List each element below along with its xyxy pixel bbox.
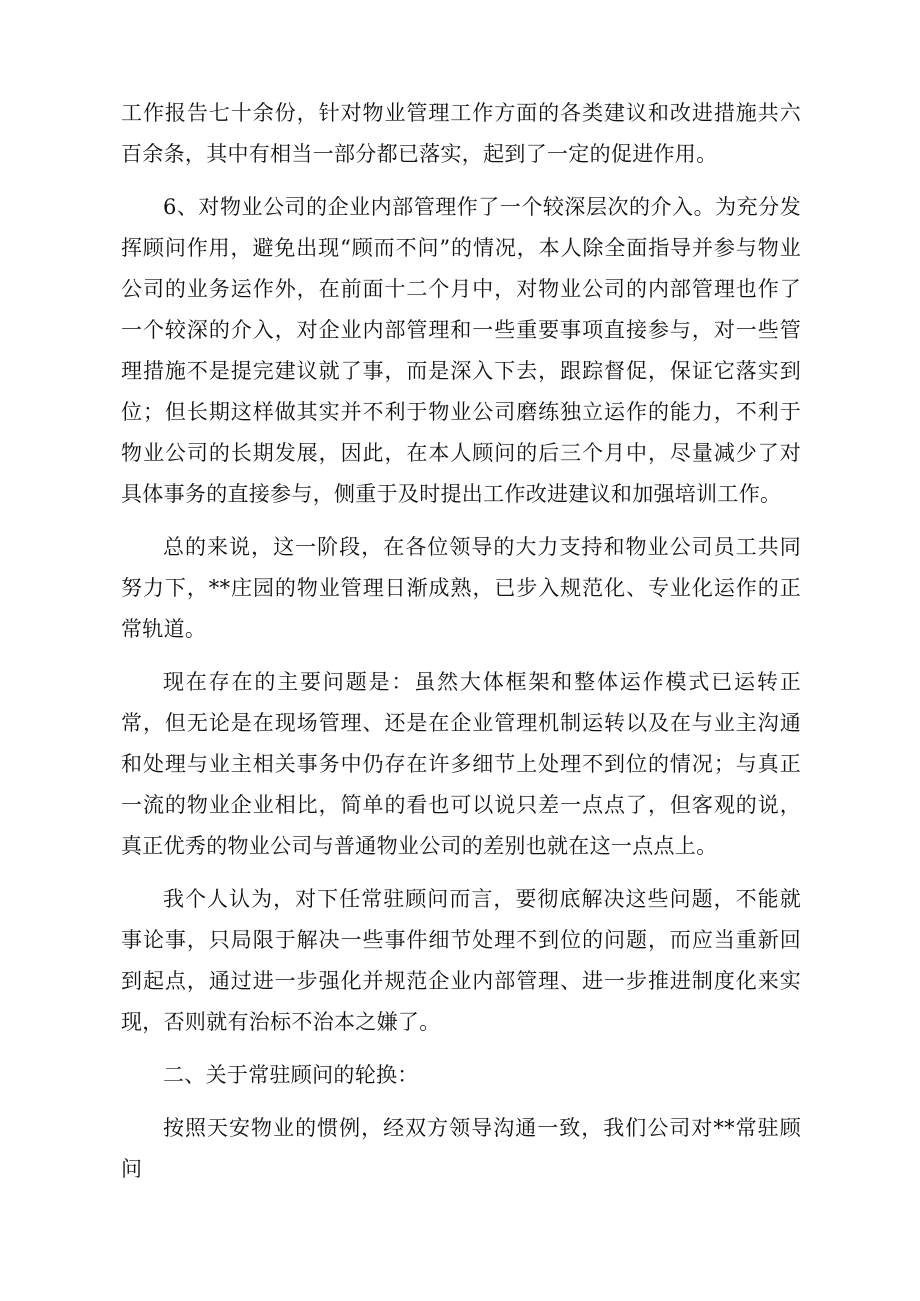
- paragraph-5: 我个人认为，对下任常驻顾问而言，要彻底解决这些问题，不能就事论事，只局限于解决一些事件细节处理不到位的问题，而应当重新回到起点，通过进一步强化并规范企业内部管理、进一步推进制度化来实现，否则就有治标不治本之嫌了。: [121, 887, 801, 1034]
- paragraph-6: 按照天安物业的惯例，经双方领导沟通一致，我们公司对**常驻顾问: [121, 1116, 801, 1181]
- paragraph-1: 工作报告七十余份，针对物业管理工作方面的各类建议和改进措施共六百余条，其中有相当一部分都已落实，起到了一定的促进作用。: [121, 101, 801, 166]
- paragraph-4: 现在存在的主要问题是：虽然大体框架和整体运作模式已运转正常，但无论是在现场管理、还是在企业管理机制运转以及在与业主沟通和处理与业主相关事务中仍存在许多细节上处理不到位的情况；与真正一流的物业企业相比，简单的看也可以说只差一点点了，但客观的说，真正优秀的物业公司与普通物业公司的差别也就在这一点点上。: [121, 670, 801, 858]
- paragraph-3: 总的来说，这一阶段，在各位领导的大力支持和物业公司员工共同努力下，**庄园的物业管理日渐成熟，已步入规范化、专业化运作的正常轨道。: [121, 535, 801, 641]
- paragraph-2: 6、对物业公司的企业内部管理作了一个较深层次的介入。为充分发挥顾问作用，避免出现“顾而不问”的情况，本人除全面指导并参与物业公司的业务运作外，在前面十二个月中，对物业公司的内部管理也作了一个较深的介入，对企业内部管理和一些重要事项直接参与，对一些管理措施不是提完建议就了事，而是深入下去，跟踪督促，保证它落实到位；但长期这样做其实并不利于物业公司磨练独立运作的能力，不利于物业公司的长期发展，因此，在本人顾问的后三个月中，尽量减少了对具体事务的直接参与，侧重于及时提出工作改进建议和加强培训工作。: [121, 195, 801, 506]
- section-heading: 二、关于常驻顾问的轮换：: [163, 1063, 419, 1087]
- document-body: [121, 93, 801, 1190]
